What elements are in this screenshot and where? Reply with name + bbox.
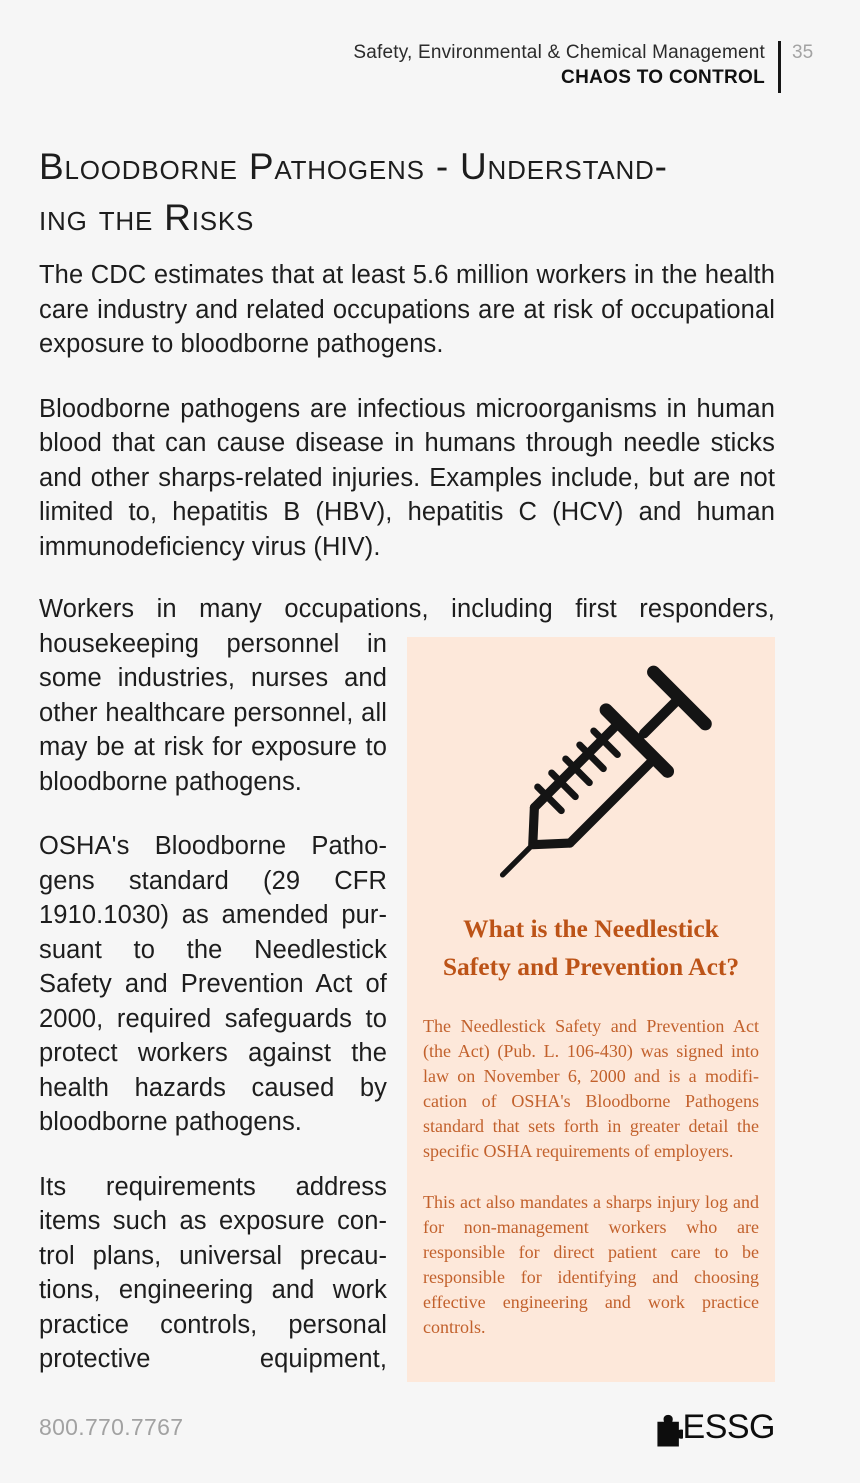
syringe-icon-container <box>423 649 759 906</box>
page-title-line-1: Bloodborne Pathogens - Understand- <box>39 146 668 187</box>
paragraph-requirements: Its requirements address items such as exposure control plans, universal precautions, engineering and work practice controls, personal protective equipment, <box>39 1172 387 1373</box>
header-text <box>353 40 765 90</box>
essg-logo <box>650 1406 775 1449</box>
page-number: 35 <box>792 42 814 63</box>
paragraph-workers-continued: housekeeping personnel in some industries, nurses and other healthcare personnel, all may be at risk for exposure to bloodborne pathogens. <box>39 629 387 796</box>
footer-phone: 800.770.7767 <box>39 1414 184 1440</box>
paragraph-cdc-estimate: The CDC estimates that at least 5.6 million workers in the health care industry and related occupations are at risk of occupational exposure to bloodborne pathogens. <box>39 261 775 358</box>
syringe-icon <box>469 649 713 901</box>
two-column-section <box>39 627 775 1382</box>
header-book-title: CHAOS TO CONTROL <box>561 67 765 88</box>
callout-heading-line-1: What is the Needlestick <box>463 913 719 943</box>
paragraph-definition: Bloodborne pathogens are infectious microorganisms in human blood that can cause disease in humans through needle sticks and other sharps-related injuries. Examples include, but are not limited to, hepatitis B (HBV), hepatitis C (HCV) and human immunodeficiency virus (HIV). <box>39 394 775 561</box>
left-text-column <box>39 627 387 1382</box>
page-title-line-2: ing the Risks <box>39 197 255 238</box>
needlestick-callout-box <box>407 637 775 1382</box>
page-title <box>39 141 775 243</box>
paragraph-osha-standard: OSHA's Bloodborne Pathogens standard (29 CFR 1910.1030) as amended pursuant to the Needlestick Safety and Prevention Act of 2000, required safeguards to protect workers against the health hazards caused by bloodborne pathogens. <box>39 832 387 1136</box>
logo-text: ESSG <box>682 1408 775 1446</box>
page-footer <box>39 1406 775 1449</box>
callout-heading <box>423 910 759 986</box>
callout-paragraph-act: The Needlestick Safety and Prevention Act (the Act) (Pub. L. 106-430) was signed into law on November 6, 2000 and is a modification of OSHA's Bloodborne Pathogens standard that sets forth in greater detail the specific OSHA requirements of employers. <box>423 1015 759 1161</box>
page-body <box>0 141 860 1382</box>
page-header <box>39 40 816 93</box>
puzzle-piece-icon <box>650 1406 683 1449</box>
header-divider <box>778 41 781 93</box>
callout-paragraph-mandates: This act also mandates a sharps injury log and for non-management workers who are responsible for direct patient care to be responsible for identifying and choosing effective engineering and work practice controls. <box>423 1191 759 1337</box>
callout-heading-line-2: Safety and Prevention Act? <box>442 951 740 981</box>
paragraph-workers-intro: Workers in many occupations, including first responders, <box>39 595 775 623</box>
header-subtitle: Safety, Environmental & Chemical Management <box>353 42 765 63</box>
